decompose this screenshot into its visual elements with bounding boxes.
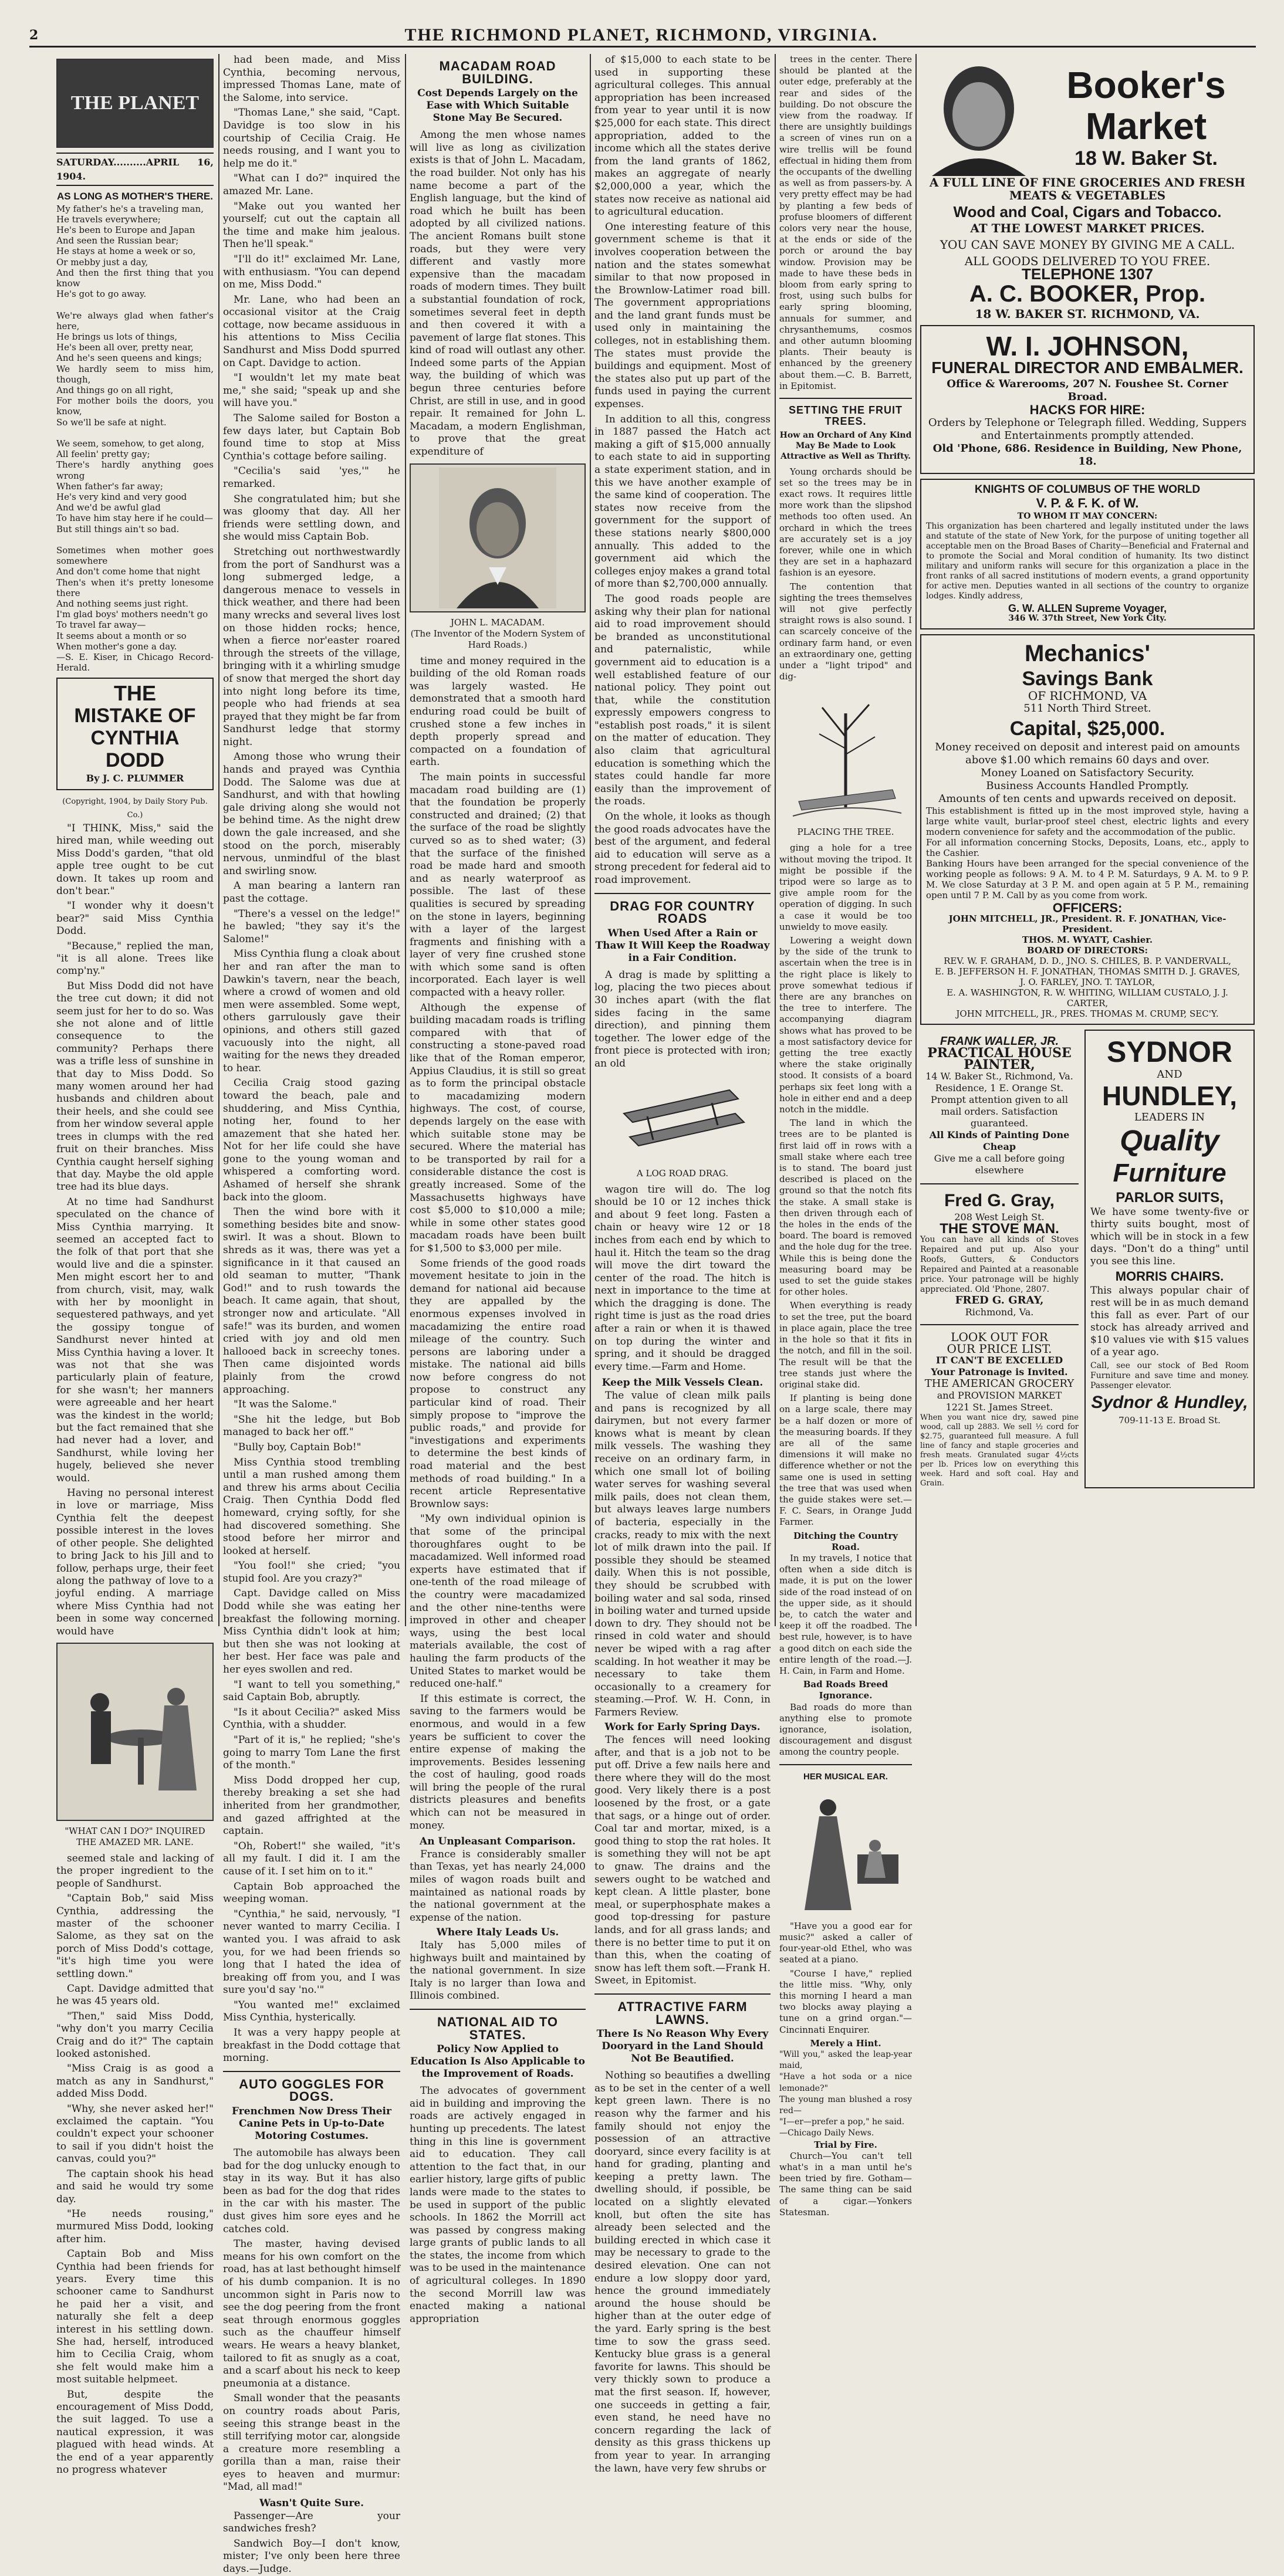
booker-line4: YOU CAN SAVE MONEY BY GIVING ME A CALL. — [940, 238, 1235, 252]
poem-line: To travel far away— — [56, 620, 146, 631]
booker-phone: TELEPHONE 1307 — [1022, 265, 1153, 283]
booker-name-2: Market — [1085, 105, 1207, 147]
story-paragraph: Cecilia Craig stood gazing toward the beach, pale and shuddering, and Miss Cynthia, noting her, found to her amazement that she hated her. Not for her life could she have gone to the young woman and whispered a comforting word. Ashamed of herself she shrank back into the gloom. — [223, 1077, 400, 1203]
poem-line: He's been to Europe and Japan — [56, 224, 195, 235]
sydnor-p1: We have some twenty-five or thirty suits bought, most of which will be in stock in a few days. "Don't do a thing" until you see this line. — [1090, 1206, 1249, 1267]
story-paragraph: "There's a vessel on the ledge!" he bawled; "they say it's the Salome!" — [223, 908, 400, 945]
poem-line: My father's he's a traveling man, — [56, 203, 204, 214]
poem-line: To have him stay here if he could— — [56, 513, 213, 524]
bank-l3: Business Accounts Handled Promptly. — [986, 780, 1189, 792]
musical-ear-illustration — [779, 1787, 912, 1916]
bank-l4: Amounts of ten cents and upwards received on deposit. — [938, 793, 1236, 805]
sydnor-p3: Call, see our stock of Bed Room Furniture and save time and money. Passenger elevator. — [1090, 1361, 1249, 1390]
story-title-1: THE — [114, 681, 156, 706]
macadam-paragraph: If this estimate is correct, the saving to the farmers would be enormous, and would in a few years be sufficient to cover the entire expense of making the improvements. Besides lessening the cost of hauling, good roads will bring the people of the rural districts pleasures and benefits which can not be measured in money. — [410, 1692, 586, 1832]
column-2 — [223, 54, 400, 2575]
log-drag-illustration — [594, 1075, 771, 1163]
fruit-headline: SETTING THE FRUIT TREES. — [789, 404, 903, 428]
fruit-paragraph: If planting is being done on a large scale, there may be a half dozen or more of the measuring boards. If they are all of the same dimensions it will make no difference whether or not the same one is used in setting the tree that was used when the guide stakes were set.—F. C. Sears, in Orange Judd Farmer. — [779, 1393, 912, 1528]
sydnor-n2: AND — [1157, 1068, 1182, 1081]
ditch-title: Ditching the Country Road. — [793, 1530, 898, 1552]
lawn-headline: ATTRACTIVE FARM LAWNS. — [617, 1999, 748, 2027]
poem-line: And then the first thing that you know — [56, 267, 214, 289]
bank-l2: Money Loaned on Satisfactory Security. — [981, 767, 1194, 779]
column-3 — [410, 54, 586, 2325]
story-paragraph: It was a very happy people at breakfast in the Dodd cottage that morning. — [223, 2027, 400, 2064]
fruit-text-1 — [779, 466, 912, 683]
macadam-paragraph: Among the men whose names will live as long as civilization exists is that of John L. Macadam, the road builder. Not only has his name become a part of the English language, but the kind of road which he built has been adopted by all civilized nations. The ancient Romans built stone roads, but they were very different and vastly more expensive than the macadam roads of modern times. They built a substantial foundation of rock, sometimes several feet in depth and then covered it with a pavement of large flat stones. This kind of road will outlast any other. Indeed some parts of the Appian way, the building of which was begun three centuries before Christ, are still in use, and in good repair. It remained for John L. Macadam, a modern Englishman, to prove that the great expenditure of — [410, 129, 586, 458]
grocery-l3: IT CAN'T BE EXCELLED — [935, 1355, 1063, 1366]
story-paragraph: Mr. Lane, who had been an occasional visitor at the Craig cottage, now became assiduous in his attentions to Miss Cecilia Sandhurst and Miss Dodd spurred on Capt. Davidge to action. — [223, 293, 400, 369]
story-paragraph: Among those who wrung their hands and prayed was Cynthia Dodd. The Salome was due at Sandhurst, and with that howling gale driving along she would not be behind time. As the night drew down the gale increased, and she stood on the porch, miserably nervous, unmindful of the blast and swirling snow. — [223, 751, 400, 877]
fruit-subhead: How an Orchard of Any Kind May Be Made to Look Attractive as Well as Thrifty. — [779, 430, 912, 461]
poem-line: When father's far away; — [56, 480, 163, 492]
gray-ad — [920, 1190, 1079, 1318]
lawn-paragraph: trees in the center. There should be planted at the outer edge, preferably at the rear and sides of the building. Do not obscure the view from the roadway. If there are unsightly buildings a screen of vines run on a wire trellis will be found effectual in hiding them from the occupants of the dwelling as well as from passers-by. A very pretty effect may be had by planting a few beds of profuse bloomers of different colors very near the house, at the ends or side of the porch or around the bay window. Provision may be made to have these beds in bloom from early spring to frost, using such bulbs for early spring blooming, annuals for summer, and chrysanthemums, cosmos and other autumn blooming plants. Their beauty is enhanced by the greenery about them.—C. B. Barrett, in Epitomist. — [779, 54, 912, 391]
knights-whom: TO WHOM IT MAY CONCERN: — [1017, 512, 1158, 521]
italy-text: Italy has 5,000 miles of highways built and maintained by the national government. In size Italy is no larger than Iowa and Illinois combined. — [410, 1939, 586, 2002]
lawn-continued — [779, 54, 912, 392]
national-aid-paragraph: of $15,000 to each state to be used in supporting these agricultural colleges. This annual appropriation has been increased from year to year until it is now $25,000 for each state. This direct appropriation, added to the income which all the states derive from the land grants of 1862, makes an aggregate of nearly $2,000,000 a year, which the states now receive as national aid to agricultural education. — [594, 54, 771, 218]
bank-l7: Banking Hours have been arranged for the special convenience of the working people as follows: 9 A. M. to 4 P. M. Saturdays, 9 A. M. to 9 P. M. We close Saturday at 3 P. M. and open again at 5 P. M., remaining open until 7 P. M. Call by as you come from work. — [926, 858, 1249, 901]
story-paragraph: "She hit the ledge, but Bob managed to back her off." — [223, 1413, 400, 1438]
gray-title: THE STOVE MAN. — [940, 1221, 1059, 1237]
bank-l6: For all information concerning Stocks, Deposits, Loans, etc., apply to the Cashier. — [926, 837, 1249, 858]
macadam-text-2 — [410, 655, 586, 1833]
johnson-orders: Orders by Telephone or Telegraph filled. Wedding, Suppers and Entertainments promptly attended. — [928, 417, 1247, 442]
macadam-text-1 — [410, 129, 586, 458]
waller-addr: 14 W. Baker St., Richmond, Va. — [925, 1071, 1073, 1082]
story-paragraph: "Then," said Miss Dodd, "why don't you marry Cecilia Craig and do it?" The captain looked astonished. — [56, 2010, 214, 2060]
knights-sub: V. P. & F. K. of W. — [1036, 496, 1139, 510]
sydnor-parlor: PARLOR SUITS, — [1116, 1190, 1224, 1206]
poem-line: It seems about a month or so — [56, 630, 187, 641]
lawn-subhead: There Is No Reason Why Every Dooryard in the Land Should Not Be Beautified. — [596, 2028, 769, 2065]
bank-d4: E. A. WASHINGTON, R. W. WHITING, WILLIAM CUSTALO, J. J. CARTER, — [947, 987, 1228, 1008]
johnson-office: Office & Warerooms, 207 N. Foushee St. Corner Broad. — [947, 378, 1228, 403]
bad-roads-title: Bad Roads Breed Ignorance. — [803, 1679, 888, 1701]
story-paragraph: seemed stale and lacking of the proper ingredient to the people of Sandhurst. — [56, 1852, 214, 1890]
drag-text-2: wagon tire will do. The log should be 10 or 12 inches thick and about 9 feet long. Fasten a chain or heavy wire 12 or 18 inches from each end by which to haul it. Hitch the team so the drag will move the dirt toward the center of the road. The hitch is next in importance to the time at which the dragging is done. The right time is just as the road dries after a rain or when it is thawed on top during the winter and spring, and it should be dragged every time.—Farm and Home. — [594, 1183, 771, 1373]
fruit-paragraph: Young orchards should be set so the trees may be in exact rows. It requires little more work than the slipshod methods too often used. An orchard in which the trees are accurately set is a joy forever, while one in which they are set in a haphazard fashion is an eyesore. — [779, 466, 912, 578]
story-paragraph: Capt. Davidge admitted that he was 45 years old. — [56, 1983, 214, 2008]
portrait-illustration — [439, 468, 556, 608]
merely-line: "Have a hot soda or a nice lemonade?" — [779, 2072, 912, 2093]
spring-title: Work for Early Spring Days. — [604, 1721, 761, 1734]
spring-text: The fences will need looking after, and that is a job not to be put off. Drive a few nails here and there where they will do the most good. Very likely there is a post loosened by the frost, or a gate that sags, or a hinge out of order. Coal tar and mortar, mixed, is a good thing to stop the rat holes. It is something they will not be apt to gnaw. The drains and the sewers ought to be watched and kept clean. A little plaster, bone meal, or superphosphate makes a good top-dressing for pasture lands, and for all grass lands; and there is no better time to put it on than this, when the coating of snow has left them soft.—Frank H. Sweet, in Epitomist. — [594, 1734, 771, 1987]
poem-line: And don't come home that night — [56, 566, 201, 577]
fruit-paragraph: The contention that sighting the trees themselves will not give perfectly straight rows is also sound. I can scarcely conceive of the ordinary farm hand, or even an extraordinary one, getting under a "light tripod" and dig- — [779, 581, 912, 682]
grocery-ad — [920, 1331, 1079, 1488]
bank-ad — [920, 634, 1255, 1025]
poem-line: And seen the Russian bear; — [56, 235, 179, 246]
poem-line: So we'll be safe at night. — [56, 417, 167, 428]
goggles-headline: AUTO GOGGLES FOR DOGS. — [239, 2076, 384, 2104]
johnson-ad — [920, 325, 1255, 474]
poem-line: We seem, somehow, to get along, — [56, 438, 205, 449]
story-paragraph: Captain Bob approached the weeping woman. — [223, 1880, 400, 1905]
placing-tree-drawing — [787, 690, 904, 819]
wasnt-paragraph: Sandwich Boy—I don't know, mister; I've only been here three days.—Judge. — [223, 2537, 400, 2575]
story-paragraph: She congratulated him; but she was gloomy that day. All her friends were settling down, and she would miss Captain Bob. — [223, 493, 400, 543]
ear-paragraph: "Course I have," replied the little miss. "Why, only this morning I heard a man two blocks away playing a tune on a grind organ."—Cincinnati Enquirer. — [779, 1968, 912, 2035]
poem-line: Or mebby just a day, — [56, 256, 148, 268]
poem-line: And we'd be awful glad — [56, 502, 161, 513]
wasnt-text — [223, 2510, 400, 2576]
knights-title: KNIGHTS OF COLUMBUS OF THE WORLD — [974, 483, 1201, 496]
waller-l1: Prompt attention given to all mail orders. Satisfaction guaranteed. — [931, 1094, 1068, 1129]
story-paragraph: "You fool!" she cried; "you stupid fool. Are you crazy?" — [223, 1560, 400, 1585]
bank-o2: THOS. M. WYATT, Cashier. — [1022, 935, 1153, 945]
story-paragraph: At no time had Sandhurst speculated on the chance of Miss Cynthia marrying. It seemed an accepted fact to the folk of that port that she would live and die a spinster. Men might escort her to and from church, visit, may, walk with her by moonlight in sequestered pathways, and yet the gossipy tongue of Sandhurst never hinted at Miss Cynthia having a lover. It was not that she was particularly plain of feature, for she wasn't; her manners were agreeable and her heart was the kindest in the world; but the fact remained that she had never had a lover, and Sandhurst, while loving her hugely, believed she never would. — [56, 1196, 214, 1484]
merely-line: —Chicago Daily News. — [779, 2128, 874, 2138]
poem-line: When mother's gone a day. — [56, 641, 177, 652]
story-paragraph: Then the wind bore with it something besides bite and snow-swirl. It was a shout. Blown to shreds as it was, there was yet a significance in it that caused an old seaman to mutter, "Thank God!" and to rush towards the beach. It came again, that shout, stronger now and articulate. "All safe!" was its burden, and women cried with joy and old men hallooed back in screechy tones. Then came disjointed words plainly from the crowd approaching. — [223, 1206, 400, 1396]
merely-line: "I—er—prefer a pop," he said. — [779, 2117, 905, 2127]
story-paragraph: "Part of it is," he replied; "she's going to marry Tom Lane the first of the month." — [223, 1734, 400, 1772]
story-paragraph: had been made, and Miss Cynthia, becoming nervous, impressed Thomas Lane, mate of the Salome, into service. — [223, 54, 400, 104]
trial-title: Trial by Fire. — [814, 2139, 877, 2150]
booker-name-1: Booker's — [1066, 64, 1226, 106]
poem-line: And things go on all right, — [56, 384, 174, 395]
macadam-paragraph: The main points in successful macadam road building are (1) that the foundation be properly constructed and drained; (2) that the surface of the road be slightly curved so as to shed water; (3) that the surface of the finished road be made hard and smooth and as nearly waterproof as possible. The last of these qualities is secured by spreading on the stone in layers, beginning with a layer of the largest fragments and finishing with a layer of very fine crushed stone with which some sand is often incorporated. Each layer is well compacted with a heavy roller. — [410, 771, 586, 999]
macadam-paragraph: Although the expense of building macadam roads is trifling compared with that of constructing a stone-paved road like that of the Roman emperor, Appius Claudius, it is still so great as to form the principal obstacle to macadamizing modern highways. The cost, of course, depends largely on the ease with which suitable stone may be secured. Where the material has to be transported by rail for a considerable distance the cost is greatly increased. Some of the Massachusetts highways have cost $5,000 to $10,000 a mile; while in some other states good macadam roads have been built for $1,500 to $3,000 per mile. — [410, 1001, 586, 1254]
italy-title: Where Italy Leads Us. — [436, 1927, 559, 1939]
poem-line — [56, 299, 214, 310]
ear-paragraph: "Have you a good ear for music?" asked a caller of four-year-old Ethel, who was seated at a piano. — [779, 1920, 912, 1965]
fruit-paragraph: The land in which the trees are to be planted is first laid off in rows with a small stake where each tree is to stand. The board just described is placed on the ground so that the notch fits the stake. A small stake is then driven through each of the holes in the ends of the board. The board is removed and the hole dug for the tree. While this is being done the measuring board may be used to set the guide stakes for other holes. — [779, 1118, 912, 1298]
poem — [56, 204, 214, 673]
copyright: (Copyright, 1904, by Daily Story Pub. Co.) — [62, 797, 208, 820]
macadam-portrait — [410, 463, 586, 612]
sydnor-n5: Quality — [1120, 1124, 1219, 1157]
story-paragraph: "Miss Craig is as good a match as any in Sandhurst," added Miss Dodd. — [56, 2063, 214, 2100]
waller-l3: Give me a call before going elsewhere — [934, 1153, 1065, 1176]
drag-headline: DRAG FOR COUNTRY ROADS — [610, 898, 755, 926]
story-paragraph: "Captain Bob," said Miss Cynthia, addressing the master of the schooner Salome, as they sat on the porch of Miss Dodd's cottage, "it's high time you were settling down." — [56, 1893, 214, 1980]
wasnt-paragraph: Passenger—Are your sandwiches fresh? — [223, 2510, 400, 2535]
masthead — [29, 25, 1256, 48]
dateline: SATURDAY..........APRIL 16, 1904. — [56, 153, 214, 186]
booker-portrait-icon — [920, 59, 1038, 176]
gray-addr: 208 West Leigh St. — [954, 1211, 1045, 1223]
tree-caption: PLACING THE TREE. — [797, 827, 894, 838]
national-aid-subhead: Policy Now Applied to Education Is Also Applicable to the Improvement of Roads. — [410, 2043, 585, 2080]
story-paragraph: A man bearing a lantern ran past the cottage. — [223, 880, 400, 905]
poem-line: He stays at home a week or so, — [56, 246, 196, 257]
story-paragraph: "I THINK, Miss," said the hired man, while weeding out Miss Dodd's garden, "that old apple tree ought to be cut down. It takes up room and don't bear." — [56, 822, 214, 897]
national-aid-paragraph: In addition to all this, congress in 1887 passed the Hatch act making a gift of $15,000 annually to each state to aid in supporting a state experiment station, and in this we have another example of the same kind of cooperation. The states now receive from the government for the support of these stations nearly $800,000 annually. This added to the government aid which the colleges enjoy makes a grand total of more than $2,700,000 annually. — [594, 413, 771, 590]
merely-title: Merely a Hint. — [810, 2037, 881, 2049]
national-aid-paragraph: One interesting feature of this government scheme is that it involves cooperation between the nation and the states somewhat similar to that now proposed in the Brownlow-Latimer road bill. The government appropriations and the land grant funds must be used only in maintaining the colleges, not in establishing them. The states must provide the buildings and equipment. Most of the states also put up part of the funds used in paying the current expenses. — [594, 221, 771, 411]
story-title-3: CYNTHIA DODD — [90, 727, 180, 772]
bank-d3: J. O. FARLEY, JNO. T. TAYLOR, — [1019, 977, 1155, 987]
bank-d1: REV. W. F. GRAHAM, D. D., JNO. S. CHILES, B. P. VANDERVALL, — [944, 956, 1231, 966]
drag-subhead: When Used After a Rain or Thaw It Will Keep the Roadway in a Fair Condition. — [595, 927, 770, 964]
national-aid-paragraph: The good roads people are asking why their plan for national aid to road improvement should be branded as unconstitutional and paternalistic, while government aid to education is a well established feature of our national policy. They point out that, while the constitution expressly empowers congress to "establish post roads," it is silent on the matter of education. They also claim that agricultural education is something which the states could handle far more easily than the improvement of the roads. — [594, 593, 771, 808]
grocery-l2: OUR PRICE LIST. — [947, 1342, 1052, 1356]
sydnor-n1: SYDNOR — [1107, 1035, 1232, 1068]
story-paragraph: Captain Bob and Miss Cynthia had been friends for years. Every time this schooner came to Sandhurst he paid her a visit, and naturally she felt a deep interest in his settling down. She had, herself, introduced him to Cecilia Craig, whom she felt would make him a most suitable helpmeet. — [56, 2248, 214, 2386]
logo-text: THE PLANET — [70, 92, 200, 114]
story-paragraph: "It was the Salome." — [234, 1399, 337, 1411]
booker-address: 18 W. Baker St. — [1074, 147, 1218, 170]
poem-line: He brings us lots of things, — [56, 331, 178, 342]
log-drag-drawing — [612, 1078, 753, 1160]
merely-line: The young man blushed a rosy red— — [779, 2094, 912, 2116]
story-paragraph: But, despite the encouragement of Miss Dodd, the suit lagged. To use a nautical expression, it was plagued with head winds. At the end of a year apparently no progress whatever — [56, 2388, 214, 2476]
story-paragraph: "Why, she never asked her!" exclaimed the captain. "You couldn't expect your schooner to sail if you didn't hoist the canvas, could you?" — [56, 2103, 214, 2165]
goggles-text — [223, 2147, 400, 2494]
story-paragraph: Miss Cynthia flung a cloak about her and ran after the man to Dawkin's tavern, near the beach, where a crowd of women and old men were assembled. Some wept, others garrulously gave their opinions, and others still gazed vacuously into the night, all waiting for the news they dreaded to hear. — [223, 948, 400, 1074]
story-paragraph: Miss Cynthia stood trembling until a man rushed among them and threw his arms about Cecilia Craig. Then Cynthia Dodd fled homeward, crying softly, for she had discovered something. She stood before her mirror and looked at herself. — [223, 1456, 400, 1557]
bad-roads-text: Bad roads do more than anything else to promote ignorance, isolation, discouragement and disgust among the country people. — [779, 1701, 912, 1758]
story-paragraph: "Cecilia's said 'yes,'" he remarked. — [223, 465, 400, 490]
booker-line5: ALL GOODS DELIVERED TO YOU FREE. — [964, 254, 1211, 268]
poem-line: He's very kind and very good — [56, 491, 187, 502]
booker-prop: A. C. BOOKER, Prop. — [969, 281, 1206, 307]
story-paragraph: Miss Dodd dropped her cup, thereby breaking a set she had inherited from her grandmother, and gazed affrighted at the captain. — [223, 1774, 400, 1837]
bank-o1: JOHN MITCHELL, JR., President. R. F. JONATHAN, Vice-President. — [948, 913, 1226, 935]
story-paragraph: The Salome sailed for Boston a few days later, but Captain Bob found time to stop at Miss Cynthia's cottage before sailing. — [223, 412, 400, 462]
macadam-paragraph: "My own individual opinion is that some of the principal thoroughfares ought to be macadamized. Well informed road experts have estimated that if one-tenth of the road mileage of the country were macadamized and the other nine-tenths were improved in other and cheaper ways, using the best local materials available, the cost of hauling the farm products of the United States to market would be reduced one-half." — [410, 1513, 586, 1690]
story-paragraph: "I'll do it!" exclaimed Mr. Lane, with enthusiasm. "You can depend on me, Miss Dodd." — [223, 253, 400, 291]
macadam-paragraph: Some friends of the good roads movement hesitate to join in the demand for national aid because they are appalled by the enormous expenses involved in macadamizing the entire road mileage of the country. Such persons are laboring under a mistake. The national aid bills now before congress do not propose to construct any particular kind of road. Their simply propose to "improve the public roads," and provide for "investigations and experiments to determine the best kinds of road material and the best methods of road building." In a recent article Representative Brownlow says: — [410, 1257, 586, 1510]
grocery-l1: LOOK OUT FOR — [951, 1330, 1048, 1344]
knights-signer-addr: 346 W. 37th Street, New York City. — [1008, 614, 1167, 623]
sydnor-n3: HUNDLEY, — [1101, 1081, 1238, 1111]
macadam-paragraph: time and money required in the building of the old Roman roads was largely wasted. He demonstrated that a smooth hard enduring road could be built of crushed stone a few inches in depth properly spread and compacted on a foundation of earth. — [410, 655, 586, 769]
goggles-subhead: Frenchmen Now Dress Their Canine Pets in Up-to-Date Motoring Costumes. — [232, 2106, 391, 2142]
story-paragraph: "You wanted me!" exclaimed Miss Cynthia, hysterically. — [223, 1999, 400, 2024]
comparison-title: An Unpleasant Comparison. — [420, 1836, 576, 1848]
poem-line: He travels everywhere; — [56, 214, 161, 225]
goggles-paragraph: Small wonder that the peasants on country roads about Paris, seeing this strange beast in the still terrifying motor car, alongside a creature more resembling a gorilla than a man, raise their eyes to heaven and murmur: "Mad, all mad!" — [223, 2392, 400, 2493]
goggles-paragraph: The master, having devised means for his own comfort on the road, has at last bethought himself of his dumb companion. It is no uncommon sight in Paris now to see the dog peering from the front seat through enormous goggles such as the chauffeur himself wears. He wears a heavy blanket, tailored to fit as snugly as a coat, and a scarf about his neck to keep pneumonia at a distance. — [223, 2238, 400, 2389]
story-paragraph: "Make out you wanted her yourself; cut out the captain all the time and make him jealous. Then he'll speak." — [223, 200, 400, 251]
ditch-text: In my travels, I notice that often when a side ditch is made, it is put on the lower side of the road instead of on the upper side, as it should be, to catch the water and keep it off the roadbed. The best rule, however, is to have a good ditch on each side the entire length of the road.—J. H. Cain, in Farm and Home. — [779, 1552, 912, 1676]
story-paragraph: The captain shook his head and said he would try some day. — [56, 2168, 214, 2205]
story-paragraph: Having no personal interest in love or marriage, Miss Cynthia felt the deepest possible interest in the loves of other people. She delighted to bring Jack to his Jill and to follow, perhaps urge, their feet along the pathway of love to a joyful ending. A marriage where Miss Cynthia had not been in some way concerned would have — [56, 1487, 214, 1637]
waller-l2: All Kinds of Painting Done Cheap — [929, 1129, 1070, 1152]
bank-l5: This establishment is fitted up in the most improved style, having a large white vault, burlar-proof steel chest, electric lights and every modern convenience for safety and the accommodation of the public. — [926, 805, 1249, 837]
bank-l1: Money received on deposit and interest paid on amounts above $1.00 which remains 60 days and over. — [935, 741, 1240, 766]
booker-line2: Wood and Coal, Cigars and Tobacco. — [953, 203, 1222, 221]
booker-prop-addr: 18 W. BAKER ST. RICHMOND, VA. — [975, 307, 1200, 321]
story-text-1 — [56, 822, 214, 1638]
planet-logo — [56, 59, 214, 148]
grocery-l4: Your Patronage is Invited. — [931, 1366, 1068, 1377]
poem-title: AS LONG AS MOTHER'S THERE. — [57, 191, 213, 202]
woman-and-child-drawing — [787, 1790, 904, 1913]
poem-line: But still things ain't so bad. — [56, 523, 180, 534]
story-paragraph: "Oh, Robert!" she wailed, "it's all my fault. I did it. I am the cause of it. I set him on to it." — [223, 1840, 400, 1877]
gray-city: Richmond, Va. — [965, 1306, 1034, 1318]
johnson-title: FUNERAL DIRECTOR AND EMBALMER. — [931, 358, 1244, 377]
grocery-name: THE AMERICAN GROCERY — [924, 1377, 1074, 1390]
illustration-caption: "WHAT CAN I DO?" INQUIRED THE AMAZED MR. LANE. — [65, 1825, 205, 1847]
column-5 — [779, 54, 912, 2218]
poem-line: We're always glad when father's here, — [56, 310, 214, 331]
ads-column — [920, 54, 1255, 1626]
bank-capital: Capital, $25,000. — [1009, 717, 1165, 740]
bank-officers-title: OFFICERS: — [1052, 901, 1123, 915]
story-paragraph: "Cynthia," he said, nervously, "I never wanted to marry Cecilia. I wanted you. I was afraid to ask you, for we had been friends so long that I hated the idea of breaking off from you, and I was sure you'd say 'no.'" — [223, 1908, 400, 1996]
story-paragraph: "Because," replied the man, "it is all alone. Trees like comp'ny." — [56, 940, 214, 977]
merely-line: "Will you," asked the leap-year maid, — [779, 2050, 912, 2071]
story-paragraph: But Miss Dodd did not have the tree cut down; it did not seem just for her to do so. Was she not alone and of little consequence to the community? Perhaps there was a trifle less of sunshine in that day to Miss Dodd. So many women around her had husbands and children about their heels, and she could see from her window several apple trees in clumps with the red fruit on their branches. Miss Cynthia caught herself sighing that day. Maybe the old apple tree had its blue days. — [56, 980, 214, 1193]
booker-line3: AT THE LOWEST MARKET PRICES. — [970, 221, 1205, 235]
waller-ad — [920, 1034, 1079, 1177]
story-paragraph: "I wouldn't let my mate beat me," she said; "speak up and she will have you." — [223, 372, 400, 409]
fruit-text-2 — [779, 842, 912, 1528]
bank-addr: 511 North Third Street. — [1023, 702, 1151, 715]
poem-line: There's hardly anything goes wrong — [56, 459, 214, 481]
bank-city: OF RICHMOND, VA — [1028, 689, 1147, 703]
waller-res: Residence, 1 E. Orange St. — [935, 1082, 1064, 1094]
musical-ear-title: HER MUSICAL EAR. — [803, 1771, 888, 1782]
sydnor-p2: This always popular chair of rest will be in as much demand this fall as ever. Part of our stock has already arrived and $10 values vie with $15 values of a year ago. — [1090, 1285, 1249, 1358]
gray-text: You can have all kinds of Stoves Repaired and put up. Also your Roofs, Gutters, & Conductors Repaired and Painted at a reasonable price. Your patronage will be highly appreciated. Old 'Phone, 2807. — [920, 1235, 1079, 1294]
sydnor-sign: Sydnor & Hundley, — [1091, 1393, 1248, 1412]
bank-name-1: Mechanics' — [1024, 641, 1151, 666]
national-aid-headline: NATIONAL AID TO STATES. — [437, 2014, 559, 2042]
poem-line: All feelin' pretty gay; — [56, 449, 150, 460]
story-illustration — [56, 1643, 214, 1821]
story-paragraph: "He needs rousing," murmured Miss Dodd, looking after him. — [56, 2208, 214, 2245]
story-title-box — [56, 678, 214, 790]
story-paragraph: Stretching out northwestwardly from the port of Sandhurst was a long submerged ledge, a dangerous menace to vessels in thick weather, and there had been many wrecks and several lives lost on those hidden rocks; hence, when a fierce nor'easter roared through the streets of the village, bringing with it a whirling smudge of snow that merged the short day into night long before its time, people who had friends at sea prayed that they might be far from Sandhurst ledge that stormy night. — [223, 546, 400, 748]
knights-ad — [920, 479, 1255, 629]
booker-line1: A FULL LINE OF FINE GROCERIES AND FRESH MEATS & VEGETABLES — [929, 175, 1246, 202]
sydnor-n6: Furniture — [1113, 1159, 1226, 1187]
story-paragraph: "Is it about Cecilia?" asked Miss Cynthia, with a shudder. — [223, 1706, 400, 1731]
musical-ear-text — [779, 1921, 912, 2036]
couple-at-table-illustration — [65, 1650, 205, 1814]
sydnor-chairs: MORRIS CHAIRS. — [1115, 1269, 1224, 1284]
fruit-paragraph: Lowering a weight down by the side of the trunk to ascertain when the tree is in the right place is likely to prove somewhat tedious if there are any branches on the tree to interfere. The accompanying diagram shows what has proved to be a most satisfactory device for getting the tree exactly where the stake originally stood. It consists of a board perhaps six feet long with a hole in either end and a deep notch in the middle. — [779, 935, 912, 1115]
story-paragraph: "Thomas Lane," she said, "Capt. Davidge is too slow in his courtship of Cecilia Craig. He needs rousing, and I want you to help me do it." — [223, 107, 400, 170]
fruit-paragraph: ging a hole for a tree without moving the tripod. It might be possible if the tripod were so large as to give ample room for the operation of digging. In such a case it would be too unwieldy to move easily. — [779, 842, 912, 932]
macadam-headline: MACADAM ROAD BUILDING. — [439, 59, 556, 86]
story-paragraph: "Bully boy, Captain Bob!" — [234, 1441, 361, 1453]
gray-name: Fred G. Gray, — [944, 1191, 1055, 1210]
story-continued — [223, 54, 400, 2065]
story-title-2: MISTAKE OF — [74, 705, 196, 727]
portrait-caption: JOHN L. MACADAM. (The Inventor of the Modern System of Hard Roads.) — [410, 617, 585, 650]
poem-line: We hardly seem to miss him, though, — [56, 363, 214, 385]
knights-text: This organization has been chartered and legally instituted under the laws and statute of the state of New York, for the purpose of uniting together all acceptable men on the Broad Bases of Charity—Beneficial and Fraternal and to promote the Social and Moral condition of humanity. Its two distinct military and uniform ranks will secure for this organization a place in the front ranks of all sacred institutions of modern events, a grand opportunity for active men. Deputies wanted in all sections of the country to organize lodges. Kindly address, — [926, 522, 1249, 601]
column-4 — [594, 54, 771, 2475]
sydnor-n4: LEADERS IN — [1134, 1111, 1205, 1123]
story-paragraph: "I wonder why it doesn't bear?" said Miss Cynthia Dodd. — [56, 900, 214, 937]
poem-line: And nothing seems just right. — [56, 598, 189, 610]
milk-text: The value of clean milk pails and pans is recognized by all dairymen, but not every farmer knows what is meant by clean milk vessels. The washing they receive on an ordinary farm, in which one small lot of boiling water serves for washing several milk pails, does not clean them, but always leaves large numbers of bacteria, especially in the cracks, ready to mix with the next lot of milk drawn into the pail. If possible they should be steamed daily. When this is not possible, they should be scrubbed with boiling water and sal soda, rinsed in boiling water and turned upside down to dry. They should not be rinsed in cold water and should never be wiped with a rag after scalding. In hot weather it may be necessary to take them occasionally to a creamery for steaming.—Prof. W. H. Conn, in Farmers Review. — [594, 1390, 771, 1718]
poem-line: —S. E. Kiser, in Chicago Record-Herald. — [56, 652, 214, 673]
poem-line: Then's when it's pretty lonesome there — [56, 577, 214, 598]
trial-text: Church—You can't tell what's in a man until he's been tried by fire. Gotham—The same thing can be said of a cigar.—Yonkers Statesman. — [779, 2150, 912, 2218]
comparison-text: France is considerably smaller than Texas, yet has nearly 24,000 miles of wagon roads built and maintained as national roads by the national government at the expense of the nation. — [410, 1848, 586, 1924]
poem-line: And he's seen queens and kings; — [56, 353, 202, 364]
lawn-text: Nothing so beautifies a dwelling as to be set in the center of a well kept green lawn. There is no reason why the farmer and his family should not enjoy the possession of an attractive dooryard, since every facility is at hand for grading, planting and keeping a pretty lawn. The dwelling should, if possible, be located on a slightly elevated knoll, but often the site has already been selected and the building erected in which case it may be necessary to grade to the desired elevation. One can not endure a low sloppy door yard, hence the ground immediately around the house should be higher than at the outer edge of the yard. Early spring is the best time to sow the grass seed. Kentucky blue grass is a general favorite for lawns. This should be very thickly sown to produce a mat the first season. If, however, one succeeds in getting a fair, even stand, he need have no concern regarding the lack of density as this grass thickens up from year to year. In arranging the lawn, have very few shrubs or — [594, 2070, 771, 2475]
sydnor-addr: 709-11-13 E. Broad St. — [1119, 1415, 1221, 1426]
page-number: 2 — [29, 28, 39, 43]
poem-line: Sometimes when mother goes somewhere — [56, 545, 214, 567]
booker-ad — [920, 59, 1255, 320]
drag-text-1: A drag is made by splitting a log, placing the two pieces about 30 inches apart (with the flat sides facing in the same direction), and pinning them together. The lower edge of the front piece is protected with iron; an old — [594, 969, 771, 1069]
waller-title: PRACTICAL HOUSE PAINTER, — [927, 1045, 1072, 1072]
gray-sign: FRED G. GRAY, — [955, 1294, 1044, 1306]
poem-line — [56, 534, 214, 545]
fruit-paragraph: When everything is ready to set the tree, put the board in place again, place the tree in the hole so that it fits in the notch, and fill in the soil. The result will be that the tree stands just where the original stake did. — [779, 1300, 912, 1390]
poem-line: He's got to go away. — [56, 289, 147, 300]
story-paragraph: "What can I do?" inquired the amazed Mr. Lane. — [223, 172, 400, 197]
national-aid-text: The advocates of government aid in building and improving the roads are actively engaged in hunting up precedents. The latest thing in this line is government aid to education. They call attention to the fact that, in our earlier history, large gifts of public lands were made to the states to be used in support of the public schools. In 1862 the Morrill act was passed by congress making large grants of public lands to all the states, the income from which was to be used in the maintenance of agricultural colleges. In 1890 the second Morrill law was enacted making a national appropriation — [410, 2085, 586, 2325]
johnson-name: W. I. JOHNSON, — [986, 331, 1189, 361]
newspaper-title: THE RICHMOND PLANET, RICHMOND, VIRGINIA. — [404, 25, 878, 45]
drag-caption: A LOG ROAD DRAG. — [636, 1167, 729, 1179]
bank-directors-title: BOARD OF DIRECTORS: — [1026, 945, 1148, 956]
grocery-text: When you want nice dry, sawed pine wood, call up 2883. We sell ½ cord for $2.75, guaranteed full measure. A full line of fancy and staple groceries and fresh meats. Granulated sugar 4½cts per lb. Prices low on everything this week. Hard and soft coal. Hay and Grain. — [920, 1413, 1079, 1488]
story-text-2 — [56, 1853, 214, 2477]
bank-name-2: Savings Bank — [1022, 668, 1153, 690]
story-paragraph: "I want to tell you something," said Captain Bob, abruptly. — [223, 1678, 400, 1704]
wasnt-title: Wasn't Quite Sure. — [259, 2497, 364, 2510]
bank-d2: E. B. JEFFERSON H. F. JONATHAN, THOMAS SMITH D. J. GRAVES, — [935, 966, 1240, 977]
grocery-addr: 1221 St. James Street. — [945, 1402, 1053, 1413]
story-paragraph: Capt. Davidge called on Miss Dodd while she was eating her breakfast the following morning. Miss Cynthia didn't look at him; but then she was not looking at her best. Her face was pale and her eyes swollen and red. — [223, 1587, 400, 1676]
knights-signer: G. W. ALLEN Supreme Voyager, — [1008, 602, 1167, 614]
grocery-name2: and PROVISION MARKET — [937, 1390, 1062, 1401]
national-aid-paragraph: On the whole, it looks as though the good roads advocates have the best of the argument, and federal aid to education will serve as a strong precedent for federal aid to road improvement. — [594, 811, 771, 886]
poem-line — [56, 428, 214, 438]
sydnor-ad — [1084, 1030, 1255, 1488]
macadam-subhead: Cost Depends Largely on the Ease with Which Suitable Stone May Be Secured. — [417, 87, 578, 124]
column-1 — [56, 54, 214, 2476]
merely-text — [779, 2049, 912, 2140]
byline: By J. C. PLUMMER — [86, 773, 184, 784]
poem-line: For mother boils the doors, you know, — [56, 395, 214, 417]
johnson-phones: Old 'Phone, 686. Residence in Building, New Phone, 18. — [932, 442, 1242, 468]
milk-title: Keep the Milk Vessels Clean. — [602, 1377, 763, 1389]
poem-line: I'm glad boys' mothers needn't go — [56, 609, 208, 620]
goggles-paragraph: The automobile has always been bad for the dog unlucky enough to stay in its way. But it has also been as bad for the dog that rides in the car with his master. The dust gives him sore eyes and he catches cold. — [223, 2147, 400, 2235]
johnson-hacks: HACKS FOR HIRE: — [1029, 402, 1146, 417]
waller-name: FRANK WALLER, JR. — [940, 1035, 1059, 1048]
tree-illustration — [779, 687, 912, 822]
poem-line: He's been all over, pretty near, — [56, 342, 194, 353]
national-aid-continued — [594, 54, 771, 887]
bank-d5: JOHN MITCHELL, JR., PRES. THOMAS M. CRUMP, SEC'Y. — [956, 1008, 1219, 1019]
